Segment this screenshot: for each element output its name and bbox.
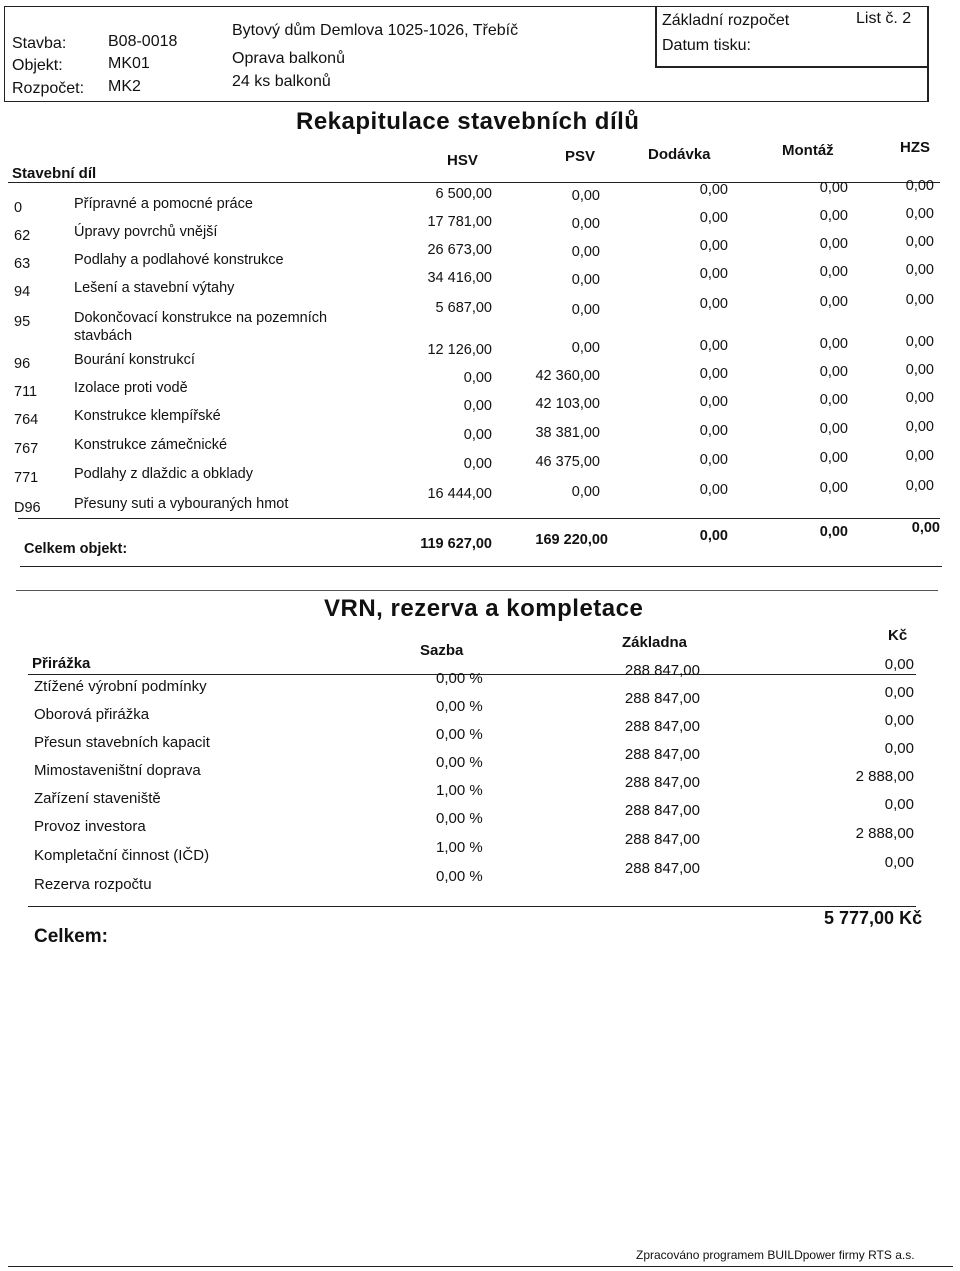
col-hzs: HZS [900,139,930,156]
recap-row-dodavka: 0,00 [699,482,728,498]
objekt-label: Objekt: [12,57,63,74]
list-number: List č. 2 [856,10,912,27]
recap-row-psv: 0,00 [571,272,600,288]
footer-line [8,1266,953,1267]
recap-row-name: Konstrukce klempířské [74,408,221,424]
recap-row-psv: 0,00 [571,188,600,204]
stavba-name: Bytový dům Demlova 1025-1026, Třebíč [232,22,519,39]
recap-row-montaz: 0,00 [819,421,848,437]
vrn-row-kc: 0,00 [884,854,914,871]
recap-row-name: Dokončovací konstrukce na pozemních [74,310,328,326]
vrn-row-zakladna: 288 847,00 [624,662,700,679]
recap-row-hzs: 0,00 [905,234,934,250]
vrn-row-kc: 0,00 [884,656,914,673]
vrn-top-line [16,590,938,591]
vrn-row-kc: 0,00 [884,712,914,729]
recap-row-code: 764 [14,412,39,428]
recap-row-dodavka: 0,00 [699,266,728,282]
recap-row-dodavka: 0,00 [699,182,728,198]
col-kc: Kč [888,627,908,644]
col-sazba: Sazba [420,642,464,659]
recap-row-hzs: 0,00 [905,178,934,194]
recap-row-hsv: 0,00 [463,398,492,414]
vrn-row-kc: 0,00 [884,740,914,757]
rozpocet-code: MK2 [108,78,141,95]
vrn-row-name: Kompletační činnost (IČD) [34,847,210,864]
recap-row-code: D96 [14,500,41,516]
recap-total-montaz: 0,00 [819,524,848,540]
vrn-row-kc: 0,00 [884,684,914,701]
recap-row-montaz: 0,00 [819,450,848,466]
recap-row-montaz: 0,00 [819,180,848,196]
recap-row-name-cont: stavbách [74,328,133,344]
recap-row-dodavka: 0,00 [699,366,728,382]
recap-row-dodavka: 0,00 [699,338,728,354]
header-right-border [927,6,929,102]
recap-total-label: Celkem objekt: [24,541,128,557]
vrn-row-kc: 2 888,00 [855,825,914,842]
recap-row-montaz: 0,00 [819,336,848,352]
header-divider-h [655,66,928,68]
recap-row-montaz: 0,00 [819,294,848,310]
vrn-title: VRN, rezerva a kompletace [324,595,644,622]
recap-row-montaz: 0,00 [819,364,848,380]
recap-row-code: 711 [14,384,38,400]
col-stavebni-dil: Stavební díl [12,165,97,182]
recap-row-hsv: 26 673,00 [427,242,492,258]
vrn-row-sazba: 1,00 % [436,839,483,856]
recap-row-hzs: 0,00 [905,390,934,406]
col-dodavka: Dodávka [648,146,711,163]
recap-row-hzs: 0,00 [905,262,934,278]
recap-bottom-line [20,566,942,567]
recap-total-line [18,518,940,519]
vrn-row-name: Zařízení staveniště [34,790,161,807]
recap-row-name: Podlahy z dlaždic a obklady [74,466,253,482]
vrn-row-zakladna: 288 847,00 [624,831,700,848]
vrn-total-line [28,906,916,907]
recap-row-psv: 0,00 [571,340,600,356]
recap-row-psv: 0,00 [571,216,600,232]
zakladni-rozpocet: Základní rozpočet [662,12,790,29]
recap-row-code: 63 [14,256,31,272]
vrn-total-label: Celkem: [34,926,108,947]
recap-row-hsv: 0,00 [463,370,492,386]
recap-row-name: Lešení a stavební výtahy [74,280,235,296]
recap-row-montaz: 0,00 [819,236,848,252]
recap-row-hsv: 0,00 [463,427,492,443]
recap-row-name: Přesuny suti a vybouraných hmot [74,496,289,512]
recap-row-name: Úpravy povrchů vnější [74,224,218,240]
recap-row-name: Konstrukce zámečnické [74,437,228,453]
header-box [4,6,929,102]
recap-row-psv: 0,00 [571,484,600,500]
recap-row-hsv: 16 444,00 [427,486,492,502]
stavba-code: B08-0018 [108,33,178,50]
col-hsv: HSV [447,152,478,169]
vrn-row-sazba: 0,00 % [436,698,483,715]
vrn-row-sazba: 0,00 % [436,754,483,771]
recap-row-dodavka: 0,00 [699,210,728,226]
recap-row-code: 94 [14,284,31,300]
recap-row-hsv: 17 781,00 [427,214,492,230]
vrn-row-sazba: 0,00 % [436,670,483,687]
recap-row-code: 0 [14,200,23,216]
recap-row-hsv: 0,00 [463,456,492,472]
recap-row-dodavka: 0,00 [699,423,728,439]
recap-row-dodavka: 0,00 [699,296,728,312]
vrn-row-kc: 2 888,00 [855,768,914,785]
recap-row-psv: 38 381,00 [535,425,600,441]
recap-row-hzs: 0,00 [905,478,934,494]
recap-row-dodavka: 0,00 [699,452,728,468]
objekt-code: MK01 [108,55,150,72]
recap-total-dodavka: 0,00 [699,528,728,544]
recap-row-code: 771 [14,470,39,486]
vrn-row-zakladna: 288 847,00 [624,746,700,763]
col-prirazka: Přirážka [32,655,91,672]
recap-row-code: 62 [14,228,31,244]
recap-row-psv: 42 103,00 [535,396,600,412]
recap-row-montaz: 0,00 [819,392,848,408]
recap-row-montaz: 0,00 [819,480,848,496]
col-montaz: Montáž [782,142,834,159]
recap-row-hzs: 0,00 [905,419,934,435]
vrn-row-zakladna: 288 847,00 [624,690,700,707]
vrn-total-value: 5 777,00 Kč [824,908,923,928]
vrn-row-name: Mimostaveništní doprava [34,762,201,779]
vrn-row-sazba: 0,00 % [436,868,483,885]
recap-row-name: Přípravné a pomocné práce [74,196,253,212]
recap-row-hsv: 12 126,00 [427,342,492,358]
rozpocet-label: Rozpočet: [12,80,85,97]
vrn-row-name: Přesun stavebních kapacit [34,734,210,751]
recap-row-name: Bourání konstrukcí [74,352,195,368]
footer-text: Zpracováno programem BUILDpower firmy RTS a.s. [636,1248,915,1262]
recap-row-dodavka: 0,00 [699,238,728,254]
recap-row-code: 95 [14,314,31,330]
recap-total-psv: 169 220,00 [535,532,608,548]
recap-row-hzs: 0,00 [905,448,934,464]
vrn-row-zakladna: 288 847,00 [624,718,700,735]
recap-row-hzs: 0,00 [905,334,934,350]
col-zakladna: Základna [622,634,688,651]
stavba-label: Stavba: [12,35,67,52]
recap-row-hzs: 0,00 [905,206,934,222]
objekt-name: Oprava balkonů [232,50,345,67]
recap-row-code: 767 [14,441,39,457]
recap-row-hzs: 0,00 [905,362,934,378]
vrn-row-sazba: 0,00 % [436,726,483,743]
recap-row-name: Podlahy a podlahové konstrukce [74,252,284,268]
recap-row-code: 96 [14,356,31,372]
vrn-row-zakladna: 288 847,00 [624,774,700,791]
recap-row-psv: 0,00 [571,302,600,318]
vrn-row-name: Rezerva rozpočtu [34,876,152,893]
recap-row-psv: 42 360,00 [535,368,600,384]
recap-total-hzs: 0,00 [911,520,940,536]
recap-total-hsv: 119 627,00 [420,536,492,552]
vrn-row-zakladna: 288 847,00 [624,802,700,819]
vrn-row-name: Ztížené výrobní podmínky [34,678,207,695]
vrn-row-sazba: 1,00 % [436,782,483,799]
recap-row-hsv: 34 416,00 [427,270,492,286]
header-divider [655,6,657,66]
recap-row-montaz: 0,00 [819,208,848,224]
vrn-row-zakladna: 288 847,00 [624,860,700,877]
vrn-row-name: Provoz investora [34,818,146,835]
rozpocet-name: 24 ks balkonů [232,73,331,90]
vrn-row-kc: 0,00 [884,796,914,813]
recap-row-hsv: 6 500,00 [435,186,492,202]
datum-tisku: Datum tisku: [662,37,751,54]
recap-row-hsv: 5 687,00 [435,300,492,316]
recap-row-psv: 0,00 [571,244,600,260]
vrn-row-sazba: 0,00 % [436,810,483,827]
recap-row-montaz: 0,00 [819,264,848,280]
vrn-row-name: Oborová přirážka [34,706,150,723]
recap-row-dodavka: 0,00 [699,394,728,410]
col-psv: PSV [565,148,596,165]
recap-row-hzs: 0,00 [905,292,934,308]
recap-title: Rekapitulace stavebních dílů [296,108,640,135]
recap-row-psv: 46 375,00 [535,454,600,470]
recap-row-name: Izolace proti vodě [74,380,188,396]
